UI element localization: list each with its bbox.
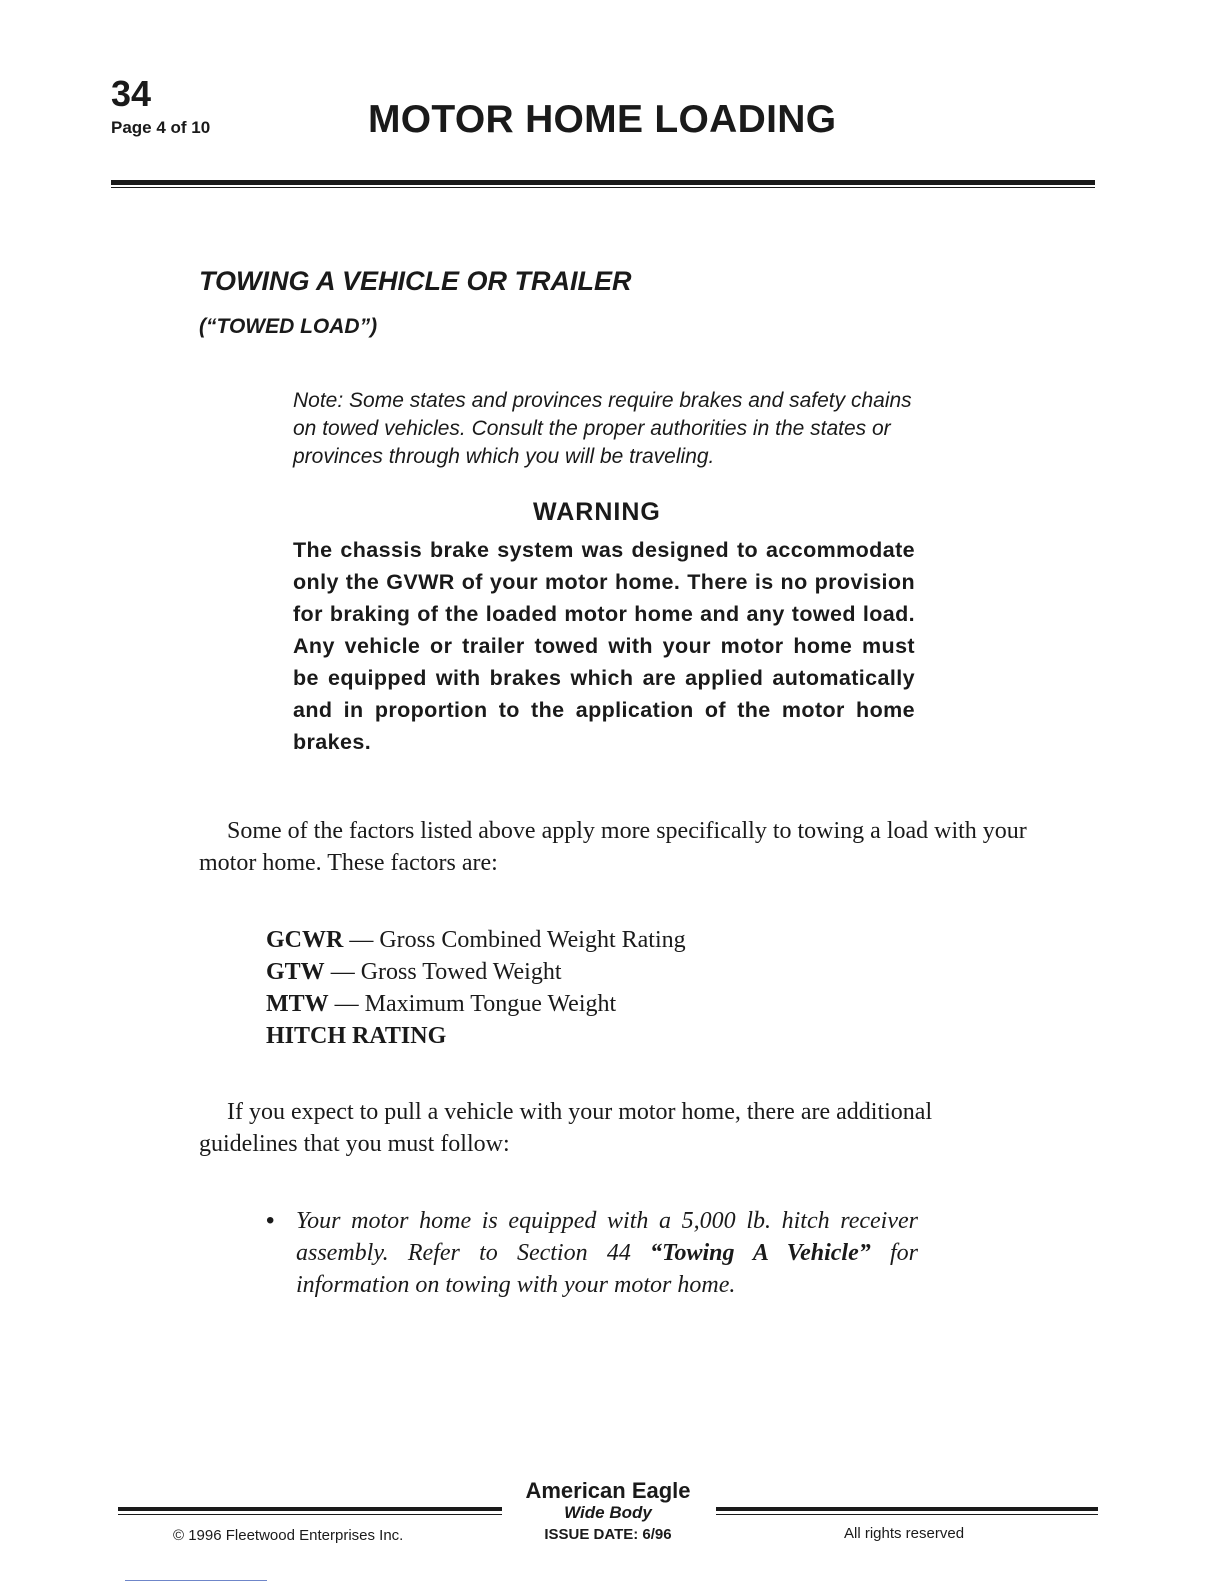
factor-abbr: HITCH RATING xyxy=(266,1023,447,1049)
guidelines-paragraph: If you expect to pull a vehicle with your motor home, there are additional guidelines that you must follow: xyxy=(199,1099,933,1157)
header-divider xyxy=(111,180,1095,185)
factor-desc: — Gross Combined Weight Rating xyxy=(343,927,686,953)
factor-item xyxy=(266,924,686,956)
factors-list xyxy=(266,924,686,1052)
warning-heading: WARNING xyxy=(533,498,661,526)
footer-divider-right xyxy=(716,1507,1098,1511)
bullet-text-after: for information on towing with your motor home. xyxy=(296,1240,918,1298)
factor-abbr: GTW xyxy=(266,959,325,985)
bullet-icon: • xyxy=(266,1207,275,1234)
section-number: 34 xyxy=(111,73,152,114)
factor-item xyxy=(266,1020,686,1052)
section-title: TOWING A VEHICLE OR TRAILER xyxy=(199,266,632,296)
factor-item xyxy=(266,956,686,988)
note-text: Note: Some states and provinces require brakes and safety chains on towed vehicles. Consult the proper authorities in the states or provinces through which you will be traveling. xyxy=(293,389,912,468)
factor-abbr: GCWR xyxy=(266,927,344,953)
factor-abbr: MTW xyxy=(266,991,329,1017)
section-reference: “Towing A Vehicle” xyxy=(650,1240,871,1266)
factor-item xyxy=(266,988,686,1020)
footer-divider-left xyxy=(118,1507,502,1511)
page-indicator: Page 4 of 10 xyxy=(111,118,211,137)
footer-brand: American Eagle xyxy=(525,1478,691,1503)
footer-copyright: © 1996 Fleetwood Enterprises Inc. xyxy=(173,1527,404,1544)
footer-model: Wide Body xyxy=(564,1503,652,1522)
page-title: MOTOR HOME LOADING xyxy=(368,98,837,141)
footer-divider-right-thin xyxy=(716,1514,1098,1515)
footer-issue-date: ISSUE DATE: 6/96 xyxy=(544,1526,672,1543)
factor-desc: — Gross Towed Weight xyxy=(324,959,562,985)
section-subtitle: (“TOWED LOAD”) xyxy=(199,315,378,338)
bullet-text xyxy=(296,1205,918,1301)
footer-rights: All rights reserved xyxy=(844,1525,965,1542)
bullet-text-before: Your motor home is equipped with a 5,000 lb. hitch receiver assembly. Refer to Section 44 xyxy=(296,1208,918,1266)
warning-body: The chassis brake system was designed to accommodate only the GVWR of your motor home. There is no provision for braking of the loaded motor home and any towed load. Any vehicle or trailer towed with your motor home must be equipped with brakes which are applied automatically and in proportion to the application of the motor home brakes. xyxy=(293,538,915,754)
header-divider-thin xyxy=(111,187,1095,188)
factor-desc: — Maximum Tongue Weight xyxy=(328,991,617,1017)
bottom-edge-line xyxy=(125,1580,267,1581)
footer-divider-left-thin xyxy=(118,1514,502,1515)
intro-paragraph: Some of the factors listed above apply more specifically to towing a load with your motor home. These factors are: xyxy=(199,818,1027,876)
